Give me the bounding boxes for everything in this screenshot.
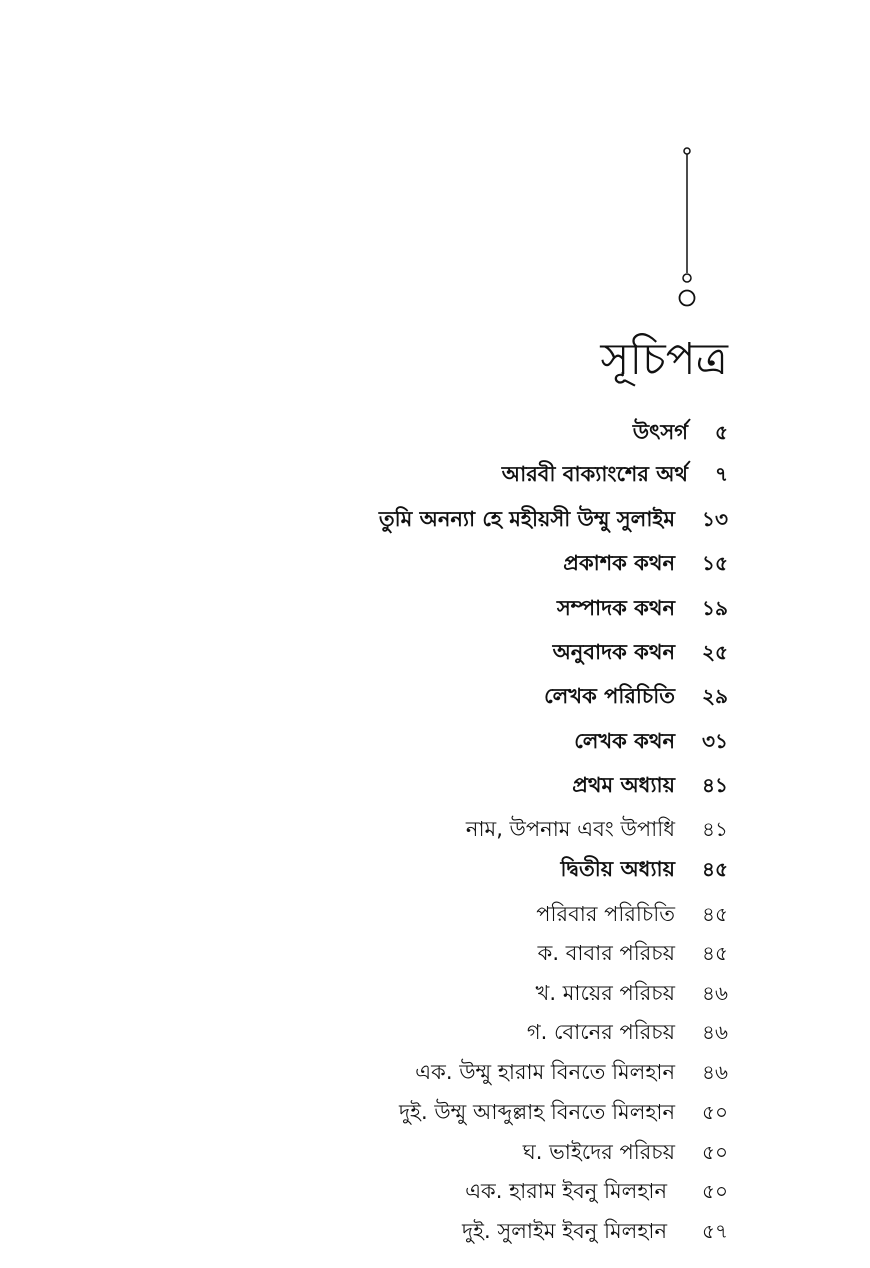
toc-entry-page: ১৩ [702,507,728,531]
toc-entry [0,414,870,450]
toc-entry-page: ১৫ [702,551,728,575]
toc-entry-page: ৪৬ [702,1020,728,1044]
toc-entry-label: নাম, উপনাম এবং উপাধি [465,817,675,841]
toc-entry-page: ৫০ [702,1100,728,1124]
toc-entry-page: ৪৬ [702,1060,728,1084]
toc-entry-page: ৭ [714,462,728,486]
toc-entry-label: দুই. উম্মু আব্দুল্লাহ বিনতে মিলহান [399,1100,675,1124]
toc-entry [0,678,870,714]
toc-entry [0,975,870,1011]
toc-entry [0,501,870,537]
toc-entry-page: ৫ [715,420,728,444]
toc-entry [0,1014,870,1050]
toc-entry [0,935,870,971]
toc-entry-page: ৫৭ [702,1219,728,1243]
toc-entry-label: প্রথম অধ্যায় [572,773,675,797]
toc-entry [0,1213,870,1249]
toc-entry [0,634,870,670]
toc-entry [0,723,870,759]
toc-entry-label: প্রকাশক কথন [563,551,675,575]
toc-entry [0,545,870,581]
page-title: সূচিপত্র [600,334,728,385]
toc-entry-page: ৪১ [702,817,728,841]
toc-entry-label: উৎসর্গ [632,420,688,444]
toc-entry-label: এক. হারাম ইবনু মিলহান [465,1179,667,1203]
toc-entry [0,1054,870,1090]
toc-entry [0,896,870,932]
toc-entry-label: লেখক পরিচিতি [544,684,675,708]
toc-entry-page: ৫০ [702,1140,728,1164]
toc-entry [0,851,870,887]
toc-entry [0,1094,870,1130]
toc-entry-label: লেখক কথন [574,729,675,753]
toc-entry-label: পরিবার পরিচিতি [536,902,675,926]
toc-entry [0,456,870,492]
toc-entry [0,590,870,626]
toc-entry-label: দুই. সুলাইম ইবনু মিলহান [462,1219,667,1243]
toc-entry-label: এক. উম্মু হারাম বিনতে মিলহান [415,1060,675,1084]
toc-entry-page: ৪৫ [702,941,728,965]
toc-entry-label: খ. মায়ের পরিচয় [535,981,675,1005]
toc-entry-page: ৪৬ [702,981,728,1005]
toc-entry-page: ৪১ [702,773,728,797]
toc-entry [0,1134,870,1170]
toc-entry-label: তুমি অনন্যা হে মহীয়সী উম্মু সুলাইম [378,507,675,531]
toc-entry-page: ৪৫ [702,857,728,881]
toc-entry-label: ঘ. ভাইদের পরিচয় [522,1140,675,1164]
toc-entry-page: ৩১ [702,729,728,753]
toc-entry-label: ক. বাবার পরিচয় [537,941,675,965]
toc-entry [0,767,870,803]
toc-entry [0,1173,870,1209]
toc-entry-page: ২৯ [702,684,728,708]
toc-entry-page: ৫০ [702,1179,728,1203]
toc-entry-label: সম্পাদক কথন [556,596,675,620]
toc-entry-page: ২৫ [702,640,728,664]
toc-entry-label: দ্বিতীয় অধ্যায় [560,857,675,881]
toc-entry [0,811,870,847]
toc-entry-label: আরবী বাক্যাংশের অর্থ [501,462,688,486]
toc-entry-label: গ. বোনের পরিচয় [526,1020,675,1044]
toc-entry-label: অনুবাদক কথন [552,640,675,664]
toc-entry-page: ৪৫ [702,902,728,926]
toc-entry-page: ১৯ [702,596,728,620]
